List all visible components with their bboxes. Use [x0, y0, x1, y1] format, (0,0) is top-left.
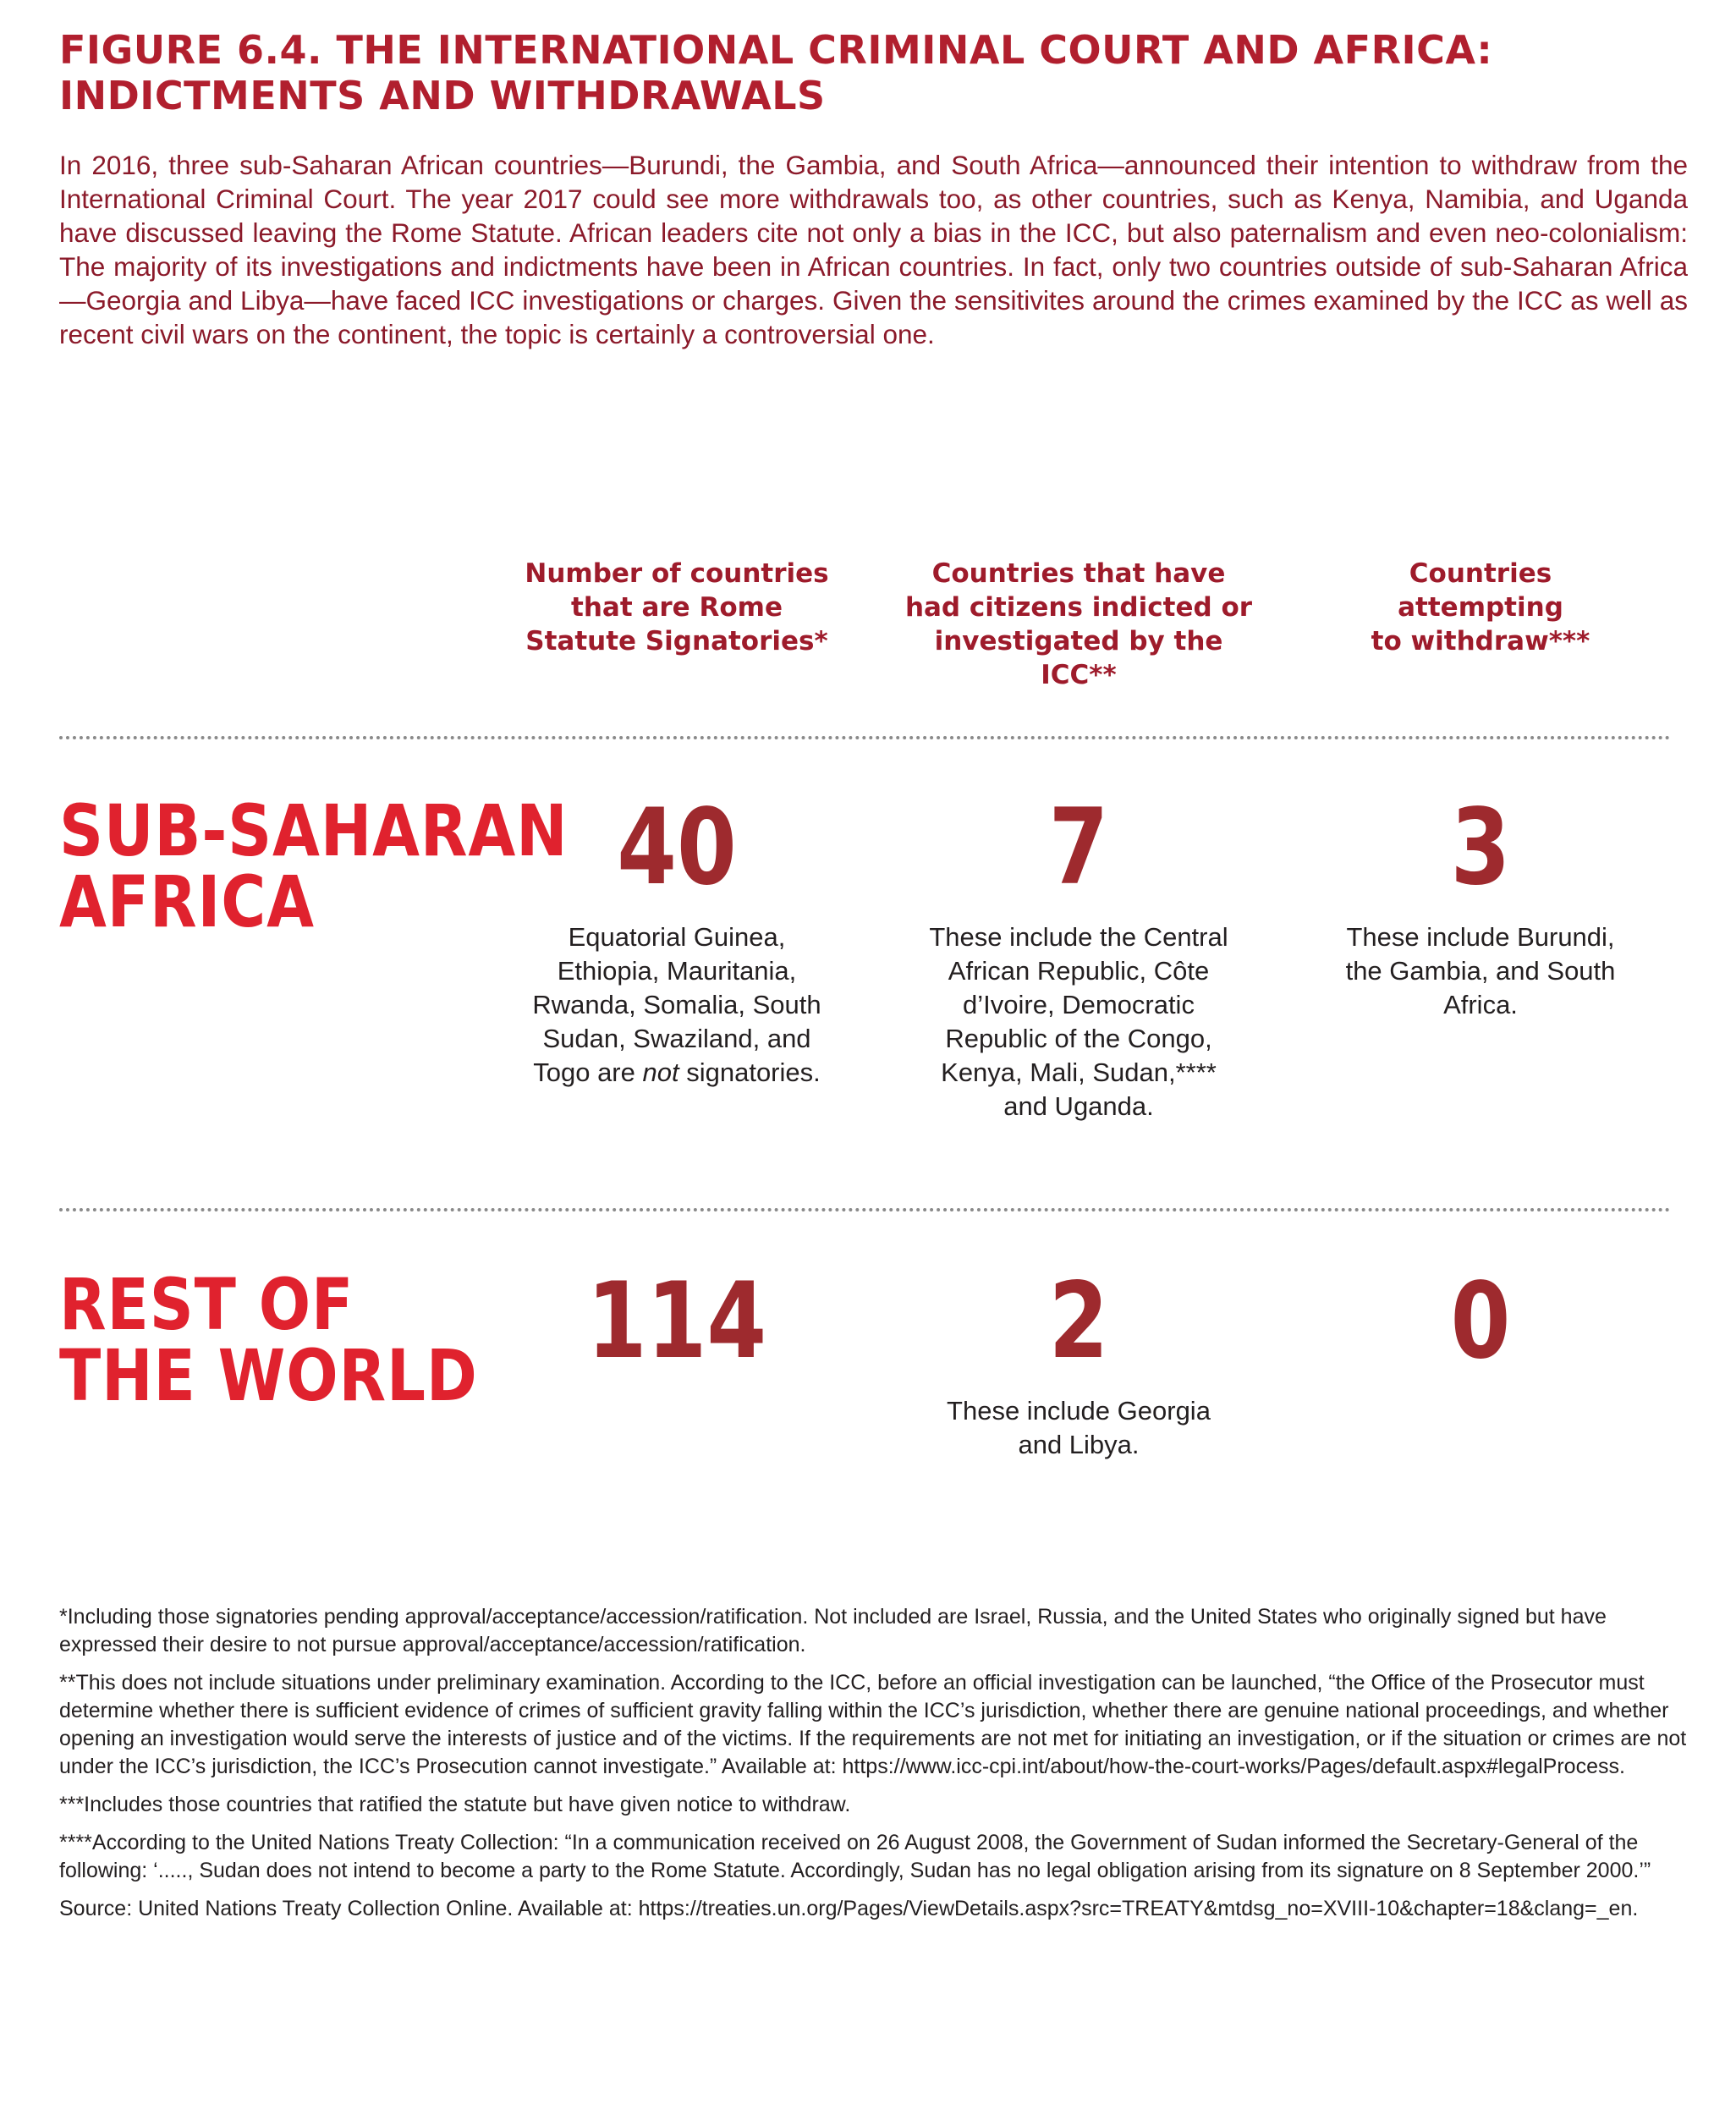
note-line: Ethiopia, Mauritania,: [557, 956, 797, 986]
note-line: African Republic, Côte: [948, 956, 1210, 986]
region-label-line: REST OF: [59, 1263, 354, 1346]
column-header-indicted: [901, 557, 1256, 692]
region-label-line: THE WORLD: [59, 1334, 478, 1417]
note-line: d’Ivoire, Democratic: [963, 990, 1195, 1019]
note-line: [499, 1056, 854, 1090]
note-line: Equatorial Guinea,: [568, 922, 786, 952]
world-indicted-note: [901, 1394, 1256, 1462]
column-header-line: Statute Signatories*: [525, 626, 828, 656]
footnote-3: ***Includes those countries that ratified the statute but have given notice to withdraw.: [59, 1793, 851, 1816]
note-line: and Libya.: [1018, 1430, 1140, 1459]
column-header-line: Countries that have: [931, 558, 1226, 589]
note-line: Republic of the Congo,: [945, 1024, 1212, 1053]
source-note: Source: United Nations Treaty Collection Online. Available at: https://treaties.un.org/Pages/ViewDetails.aspx?src=TREATY&mtdsg_no=XVIII-10&chapter=18&clang=_en.: [59, 1897, 1639, 1920]
column-header-line: had citizens indicted or: [904, 592, 1253, 623]
footnotes: [59, 1603, 1688, 1933]
note-line: the Gambia, and South: [1345, 956, 1616, 986]
column-header-signatories: [499, 557, 854, 658]
note-emphasis: not: [642, 1057, 679, 1087]
column-header-line: Number of countries: [525, 558, 829, 589]
dotted-divider: [59, 736, 1671, 739]
ssa-withdraw-note: [1303, 920, 1658, 1022]
column-header-line: Countries: [1409, 558, 1552, 589]
ssa-indicted-note: [901, 920, 1256, 1123]
figure-title: FIGURE 6.4. THE INTERNATIONAL CRIMINAL COURT AND AFRICA: INDICTMENTS AND WITHDRAWALS: [59, 27, 1493, 118]
column-header-line: attempting: [1398, 592, 1563, 623]
column-header-withdraw: [1303, 557, 1658, 658]
ssa-indicted-count: 7: [1048, 787, 1109, 909]
column-header-line: that are Rome: [571, 592, 783, 623]
world-withdraw-count: 0: [1450, 1261, 1511, 1382]
column-header-line: to withdraw***: [1371, 626, 1590, 656]
dotted-divider: [59, 1208, 1671, 1211]
footnote-2: **This does not include situations under preliminary examination. According to the ICC, before an official investigation can be launched, “the Office of the Prosecutor must determine whether there is sufficient evidence of crimes of sufficient gravity falling within the ICC’s jurisdiction, whether there are genuine national proceedings, and whether opening an investigation would serve the interests of justice and of the victims. If the requirements are not met for initiating an investigation, or if the situation or crimes are not under the ICC’s jurisdiction, the ICC’s Prosecution cannot investigate.” Available at: https://www.icc-cpi.int/about/how-the-court-works/Pages/default.aspx#legalProcess.: [59, 1671, 1687, 1778]
note-line: Africa.: [1443, 990, 1518, 1019]
note-text: Togo are: [533, 1057, 643, 1087]
ssa-signatories-count: 40: [617, 787, 737, 909]
column-header-line: investigated by the ICC**: [934, 626, 1223, 690]
ssa-withdraw-count: 3: [1450, 787, 1511, 909]
region-label-line: SUB-SAHARAN: [59, 789, 569, 872]
footnote-4: ****According to the United Nations Treaty Collection: “In a communication received on 26 August 2008, the Government of Sudan informed the Secretary-General of the following: ‘....., Sudan does not intend to become a party to the Rome Statute. Accordingly, Sudan has no legal obligation arising from its signature on 8 September 2000.’”: [59, 1831, 1651, 1882]
world-indicted-count: 2: [1048, 1261, 1109, 1382]
note-line: and Uganda.: [1003, 1091, 1154, 1121]
ssa-signatories-note: [499, 920, 854, 1090]
footnote-1: *Including those signatories pending approval/acceptance/accession/ratification. Not included are Israel, Russia, and the United States who originally signed but have expressed their desire to not pursue approval/acceptance/accession/ratification.: [59, 1605, 1607, 1656]
world-signatories-count: 114: [586, 1261, 767, 1382]
region-label-rest-of-world: [59, 1263, 478, 1417]
note-line: Sudan, Swaziland, and: [542, 1024, 811, 1053]
note-line: Rwanda, Somalia, South: [532, 990, 821, 1019]
intro-paragraph: In 2016, three sub-Saharan African countries—Burundi, the Gambia, and South Africa—announced their intention to withdraw from the International Criminal Court. The year 2017 could see more withdrawals too, as other countries, such as Kenya, Namibia, and Uganda have discussed leaving the Rome Statute. African leaders cite not only a bias in the ICC, but also paternalism and even neo-colonialism: The majority of its investigations and indictments have been in African countries. In fact, only two countries outside of sub-Saharan Africa—Georgia and Libya—have faced ICC investigations or charges. Given the sensitivites around the crimes examined by the ICC as well as recent civil wars on the continent, the topic is certainly a controversial one.: [59, 150, 1688, 349]
note-line: These include Burundi,: [1346, 922, 1615, 952]
region-label-sub-saharan-africa: [59, 789, 569, 943]
note-line: Kenya, Mali, Sudan,****: [941, 1057, 1217, 1087]
note-line: These include the Central: [929, 922, 1228, 952]
note-text: signatories.: [678, 1057, 821, 1087]
region-label-line: AFRICA: [59, 860, 315, 943]
note-line: These include Georgia: [947, 1396, 1211, 1426]
